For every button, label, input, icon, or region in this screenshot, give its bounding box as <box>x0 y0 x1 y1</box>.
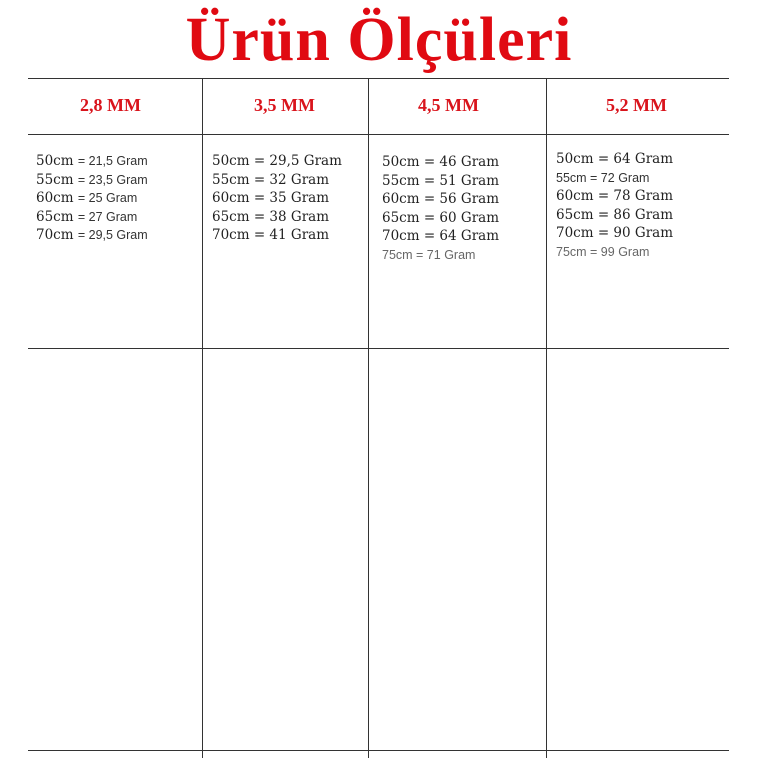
size-list-3-5mm <box>212 152 342 245</box>
weight-value: = 25 Gram <box>77 191 138 205</box>
row-divider <box>28 348 729 349</box>
weight-value: = 27 Gram <box>77 209 138 224</box>
table-bottom-border <box>28 750 729 751</box>
list-item: 65cm = 60 Gram <box>382 209 499 226</box>
size-list-2-8mm <box>36 152 148 245</box>
weight-value: = 29,5 Gram <box>77 228 148 242</box>
list-item: 50cm = 64 Gram <box>556 151 673 167</box>
list-item <box>556 169 673 188</box>
list-item: 75cm = 71 Gram <box>382 247 476 262</box>
weight-value: = 21,5 Gram <box>77 154 148 168</box>
list-item: 50cm = 29,5 Gram <box>212 153 342 169</box>
column-header-2-8mm: 2,8 MM <box>80 95 141 115</box>
size-list-5-2mm <box>556 150 673 261</box>
column-header-3-5mm: 3,5 MM <box>254 95 315 115</box>
list-item: 60cm = 56 Gram <box>382 191 499 207</box>
size-list-4-5mm <box>382 153 499 264</box>
list-item <box>36 152 148 171</box>
list-item <box>36 189 148 208</box>
size-label: 50cm <box>36 153 74 169</box>
list-item: 60cm = 78 Gram <box>556 188 673 204</box>
list-item: 70cm = 41 Gram <box>212 227 329 243</box>
list-item <box>36 226 148 245</box>
size-label: 70cm <box>36 227 74 243</box>
list-item: 50cm = 46 Gram <box>382 154 499 170</box>
header-divider <box>28 134 729 135</box>
list-item <box>36 208 148 227</box>
page-title: Ürün Ölçüleri <box>185 6 573 74</box>
column-header-5-2mm: 5,2 MM <box>606 95 667 115</box>
column-header-4-5mm: 4,5 MM <box>418 95 479 115</box>
list-item-text: 55cm = 72 Gram <box>556 170 650 185</box>
size-label: 60cm <box>36 190 74 206</box>
list-item: 65cm = 86 Gram <box>556 206 673 223</box>
column-divider-3 <box>546 78 547 758</box>
size-label: 55cm <box>36 171 74 188</box>
list-item: 55cm = 51 Gram <box>382 172 499 189</box>
list-item: 55cm = 32 Gram <box>212 171 329 188</box>
table-top-border <box>28 78 729 79</box>
column-divider-2 <box>368 78 369 758</box>
list-item <box>36 171 148 190</box>
list-item: 65cm = 38 Gram <box>212 208 329 225</box>
list-item: 70cm = 90 Gram <box>556 225 673 241</box>
size-label: 65cm <box>36 208 74 225</box>
list-item: 60cm = 35 Gram <box>212 190 329 206</box>
weight-value: = 23,5 Gram <box>77 172 148 187</box>
list-item: 70cm = 64 Gram <box>382 228 499 244</box>
column-divider-1 <box>202 78 203 758</box>
list-item: 75cm = 99 Gram <box>556 244 650 259</box>
